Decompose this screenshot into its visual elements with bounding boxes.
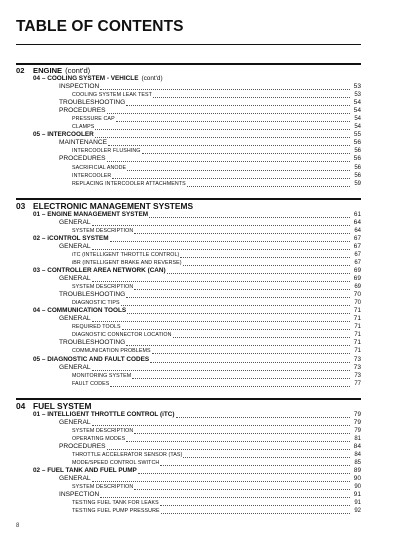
entry-label: 02 – iCONTROL SYSTEM [33, 234, 109, 242]
dot-leader [142, 148, 350, 154]
entry-label: INSPECTION [59, 491, 100, 499]
entry-page-number: 89 [353, 467, 361, 475]
entry-page-number: 54 [354, 116, 361, 123]
toc-topic-entry[interactable] [16, 491, 361, 499]
toc-topic-entry[interactable] [16, 291, 361, 299]
dot-leader [134, 484, 350, 490]
entry-label: iBR (INTELLIGENT BRAKE AND REVERSE) [72, 259, 182, 266]
entry-label: 03 – CONTROLLER AREA NETWORK (CAN) [33, 266, 166, 274]
entry-label: DIAGNOSTIC TIPS [72, 300, 120, 307]
entry-label: 01 – INTELLIGENT THROTTLE CONTROL (iTC) [33, 410, 175, 418]
entry-page-number: 54 [353, 107, 361, 115]
entry-page-number: 71 [353, 339, 361, 347]
toc-topic-entry[interactable] [16, 275, 361, 283]
toc-topic-entry[interactable] [16, 107, 361, 115]
entry-label: 01 – ENGINE MANAGEMENT SYSTEM [33, 210, 149, 218]
toc-topic-entry[interactable] [16, 315, 361, 323]
entry-page-number: 79 [354, 427, 361, 434]
entry-label: THROTTLE ACCELERATOR SENSOR (TAS) [72, 451, 183, 458]
entry-page-number: 85 [354, 459, 361, 466]
section-continued: (cont'd) [65, 66, 91, 75]
toc-topic-entry[interactable] [16, 219, 361, 227]
page-number: 8 [16, 523, 20, 529]
toc-topic-entry[interactable] [16, 99, 361, 107]
entry-page-number: 84 [354, 451, 361, 458]
entry-page-number: 92 [354, 508, 361, 515]
entry-page-number: 77 [354, 380, 361, 387]
toc-subtopic-entry[interactable] [16, 427, 361, 435]
entry-page-number: 56 [354, 164, 361, 171]
entry-page-number: 73 [353, 355, 361, 363]
toc-subtopic-entry[interactable] [16, 251, 361, 259]
toc-subtopic-entry[interactable] [16, 172, 361, 180]
entry-label: GENERAL [59, 315, 91, 323]
entry-page-number: 56 [353, 139, 361, 147]
entry-label: CLAMPS [72, 124, 95, 131]
dot-leader [110, 236, 350, 242]
entry-label: TESTING FUEL PUMP PRESSURE [72, 508, 160, 515]
toc-chapter-entry[interactable] [16, 267, 361, 275]
entry-label: GENERAL [59, 475, 91, 483]
entry-label: PRESSURE CAP [72, 116, 115, 123]
section-number: 02 [16, 66, 25, 75]
toc-topic-entry[interactable] [16, 243, 361, 251]
entry-label: OPERATING MODES [72, 435, 126, 442]
entry-label: COMMUNICATION PROBLEMS [72, 348, 151, 355]
entry-label: SYSTEM DESCRIPTION [72, 484, 134, 491]
dot-leader [92, 220, 350, 226]
section-divider [16, 63, 361, 65]
toc-subtopic-entry[interactable] [16, 507, 361, 515]
entry-page-number: 53 [354, 92, 361, 99]
page-title: TABLE OF CONTENTS [16, 18, 184, 35]
toc-chapter-entry[interactable] [16, 411, 361, 419]
dot-leader [134, 428, 350, 434]
toc-subtopic-entry[interactable] [16, 164, 361, 172]
toc-subtopic-entry[interactable] [16, 123, 361, 131]
dot-leader [138, 468, 350, 474]
entry-label: GENERAL [59, 363, 91, 371]
toc-subtopic-entry[interactable] [16, 227, 361, 235]
dot-leader [126, 292, 350, 298]
entry-page-number: 79 [353, 410, 361, 418]
dot-leader [107, 156, 350, 162]
toc-subtopic-entry[interactable] [16, 459, 361, 467]
entry-label: GENERAL [59, 275, 91, 283]
entry-page-number: 64 [354, 227, 361, 234]
entry-page-number: 71 [354, 348, 361, 355]
entry-label: TESTING FUEL TANK FOR LEAKS [72, 500, 159, 507]
dot-leader [160, 460, 350, 466]
entry-page-number: 59 [354, 180, 361, 187]
entry-page-number: 69 [354, 284, 361, 291]
dot-leader [92, 244, 350, 250]
entry-label: SACRIFICIAL ANODE [72, 164, 127, 171]
entry-page-number: 71 [353, 315, 361, 323]
toc-topic-entry[interactable] [16, 364, 361, 372]
entry-page-number: 90 [354, 484, 361, 491]
dot-leader [183, 452, 350, 458]
entry-page-number: 70 [354, 300, 361, 307]
toc-topic-entry[interactable] [16, 139, 361, 147]
entry-page-number: 71 [354, 324, 361, 331]
dot-leader [92, 316, 350, 322]
dot-leader [180, 252, 350, 258]
entry-label: 02 – FUEL TANK AND FUEL PUMP [33, 467, 137, 475]
entry-label: TROUBLESHOOTING [59, 99, 126, 107]
section-title: FUEL SYSTEM [33, 400, 92, 411]
toc-subtopic-entry[interactable] [16, 380, 361, 388]
entry-page-number: 67 [354, 251, 361, 258]
toc-topic-entry[interactable] [16, 155, 361, 163]
toc-subtopic-entry[interactable] [16, 180, 361, 188]
dot-leader [187, 181, 350, 187]
entry-page-number: 81 [354, 435, 361, 442]
dot-leader [107, 444, 350, 450]
dot-leader [173, 332, 350, 338]
dot-leader [160, 500, 350, 506]
entry-label: SYSTEM DESCRIPTION [72, 427, 134, 434]
entry-page-number: 55 [353, 131, 361, 139]
entry-label: FAULT CODES [72, 380, 110, 387]
dot-leader [92, 276, 350, 282]
dot-leader [122, 324, 350, 330]
dot-leader [161, 508, 350, 514]
toc-chapter-entry[interactable] [16, 467, 361, 475]
entry-page-number: 67 [353, 242, 361, 250]
entry-page-number: 84 [353, 442, 361, 450]
dot-leader [126, 436, 350, 442]
dot-leader [176, 412, 350, 418]
toc-topic-entry[interactable] [16, 339, 361, 347]
section-number: 04 [16, 400, 26, 411]
dot-leader [150, 357, 350, 363]
dot-leader [107, 108, 350, 114]
entry-label: INSPECTION [59, 83, 100, 91]
dot-leader [95, 132, 350, 138]
section-rows [16, 211, 361, 388]
dot-leader [112, 173, 350, 179]
dot-leader [134, 284, 350, 290]
dot-leader [153, 92, 350, 98]
toc-chapter-entry[interactable] [16, 235, 361, 243]
toc-chapter-entry[interactable] [16, 211, 361, 219]
toc-topic-entry[interactable] [16, 475, 361, 483]
entry-label: REPLACING INTERCOOLER ATTACHMENTS [72, 180, 186, 187]
toc-section-fuel [16, 398, 361, 516]
dot-leader [126, 100, 350, 106]
entry-label: GENERAL [59, 242, 91, 250]
entry-page-number: 91 [353, 491, 361, 499]
entry-label: 05 – DIAGNOSTIC AND FAULT CODES [33, 355, 150, 363]
section-title: ELECTRONIC MANAGEMENT SYSTEMS [33, 200, 194, 211]
entry-page-number: 56 [353, 155, 361, 163]
entry-page-number: 56 [354, 172, 361, 179]
entry-page-number: 56 [354, 148, 361, 155]
section-divider [16, 198, 361, 200]
entry-label: 04 – COMMUNICATION TOOLS [33, 307, 127, 315]
entry-label: GENERAL [59, 418, 91, 426]
toc-subtopic-entry[interactable] [16, 483, 361, 491]
entry-label: 04 – COOLING SYSTEM - VEHICLE [33, 75, 139, 82]
entry-label: REQUIRED TOOLS [72, 324, 121, 331]
section-rows [16, 411, 361, 516]
section-title: ENGINE [33, 66, 63, 75]
entry-label: PROCEDURES [59, 107, 106, 115]
toc-chapter-entry[interactable] [16, 131, 361, 139]
entry-page-number: 73 [353, 363, 361, 371]
toc-subtopic-entry[interactable] [16, 323, 361, 331]
toc-subtopic-entry[interactable] [16, 147, 361, 155]
dot-leader [183, 260, 350, 266]
dot-leader [167, 268, 350, 274]
toc-sections [16, 63, 361, 525]
dot-leader [100, 492, 350, 498]
toc-topic-entry[interactable] [16, 443, 361, 451]
toc-subtopic-entry[interactable] [16, 372, 361, 380]
toc-chapter-entry[interactable] [16, 356, 361, 364]
entry-label: DIAGNOSTIC CONNECTOR LOCATION [72, 332, 172, 339]
toc-chapter-entry[interactable] [16, 307, 361, 315]
entry-page-number: 54 [354, 124, 361, 131]
section-divider [16, 398, 361, 400]
toc-subtopic-entry[interactable] [16, 331, 361, 339]
dot-leader [127, 165, 350, 171]
entry-label: SYSTEM DESCRIPTION [72, 284, 134, 291]
dot-leader [92, 476, 350, 482]
title-divider [16, 44, 361, 45]
entry-page-number: 73 [354, 372, 361, 379]
dot-leader [108, 140, 350, 146]
entry-label: MAINTENANCE [59, 139, 107, 147]
entry-page-number: 69 [353, 275, 361, 283]
entry-label: PROCEDURES [59, 442, 106, 450]
entry-label: iTC (INTELLIGENT THROTTLE CONTROL) [72, 251, 180, 258]
toc-subtopic-entry[interactable] [16, 91, 361, 99]
dot-leader [134, 228, 350, 234]
entry-page-number: 79 [353, 418, 361, 426]
dot-leader [127, 308, 350, 314]
toc-subtopic-entry[interactable] [16, 283, 361, 291]
entry-continued: (cont'd) [141, 75, 163, 82]
dot-leader [92, 365, 350, 371]
entry-label: GENERAL [59, 218, 91, 226]
toc-subtopic-entry[interactable] [16, 115, 361, 123]
toc-topic-entry[interactable] [16, 83, 361, 91]
entry-page-number: 53 [353, 83, 361, 91]
entry-label: MODE/SPEED CONTROL SWITCH [72, 459, 160, 466]
entry-label: INTERCOOLER [72, 172, 112, 179]
toc-subtopic-entry[interactable] [16, 347, 361, 355]
entry-page-number: 61 [353, 210, 361, 218]
dot-leader [121, 300, 350, 306]
toc-section-engine [16, 63, 361, 188]
entry-page-number: 54 [353, 99, 361, 107]
toc-section-electronic [16, 198, 361, 388]
entry-label: SYSTEM DESCRIPTION [72, 227, 134, 234]
dot-leader [92, 420, 350, 426]
entry-page-number: 67 [353, 234, 361, 242]
toc-chapter-entry[interactable] [16, 75, 361, 83]
entry-label: 05 – INTERCOOLER [33, 131, 94, 139]
toc-subtopic-entry[interactable] [16, 299, 361, 307]
entry-page-number: 91 [354, 500, 361, 507]
toc-subtopic-entry[interactable] [16, 259, 361, 267]
toc-subtopic-entry[interactable] [16, 499, 361, 507]
dot-leader [116, 116, 350, 122]
section-heading [16, 66, 361, 75]
toc-topic-entry[interactable] [16, 419, 361, 427]
entry-page-number: 70 [353, 291, 361, 299]
dot-leader [152, 348, 350, 354]
dot-leader [149, 212, 350, 218]
entry-label: INTERCOOLER FLUSHING [72, 148, 141, 155]
toc-subtopic-entry[interactable] [16, 451, 361, 459]
dot-leader [100, 84, 350, 90]
toc-subtopic-entry[interactable] [16, 435, 361, 443]
entry-page-number: 71 [353, 307, 361, 315]
section-number: 03 [16, 200, 26, 211]
section-rows [16, 75, 361, 188]
section-heading [16, 201, 361, 211]
dot-leader [110, 381, 350, 387]
entry-label: TROUBLESHOOTING [59, 339, 126, 347]
entry-label: TROUBLESHOOTING [59, 291, 126, 299]
entry-page-number: 64 [353, 218, 361, 226]
section-heading [16, 401, 361, 411]
entry-label: MONITORING SYSTEM [72, 372, 132, 379]
entry-page-number: 67 [354, 259, 361, 266]
dot-leader [132, 373, 350, 379]
dot-leader [126, 340, 350, 346]
entry-page-number: 69 [353, 266, 361, 274]
dot-leader [95, 124, 350, 130]
entry-label: PROCEDURES [59, 155, 106, 163]
entry-label: COOLING SYSTEM LEAK TEST [72, 92, 153, 99]
entry-page-number: 71 [354, 332, 361, 339]
entry-page-number: 90 [353, 475, 361, 483]
